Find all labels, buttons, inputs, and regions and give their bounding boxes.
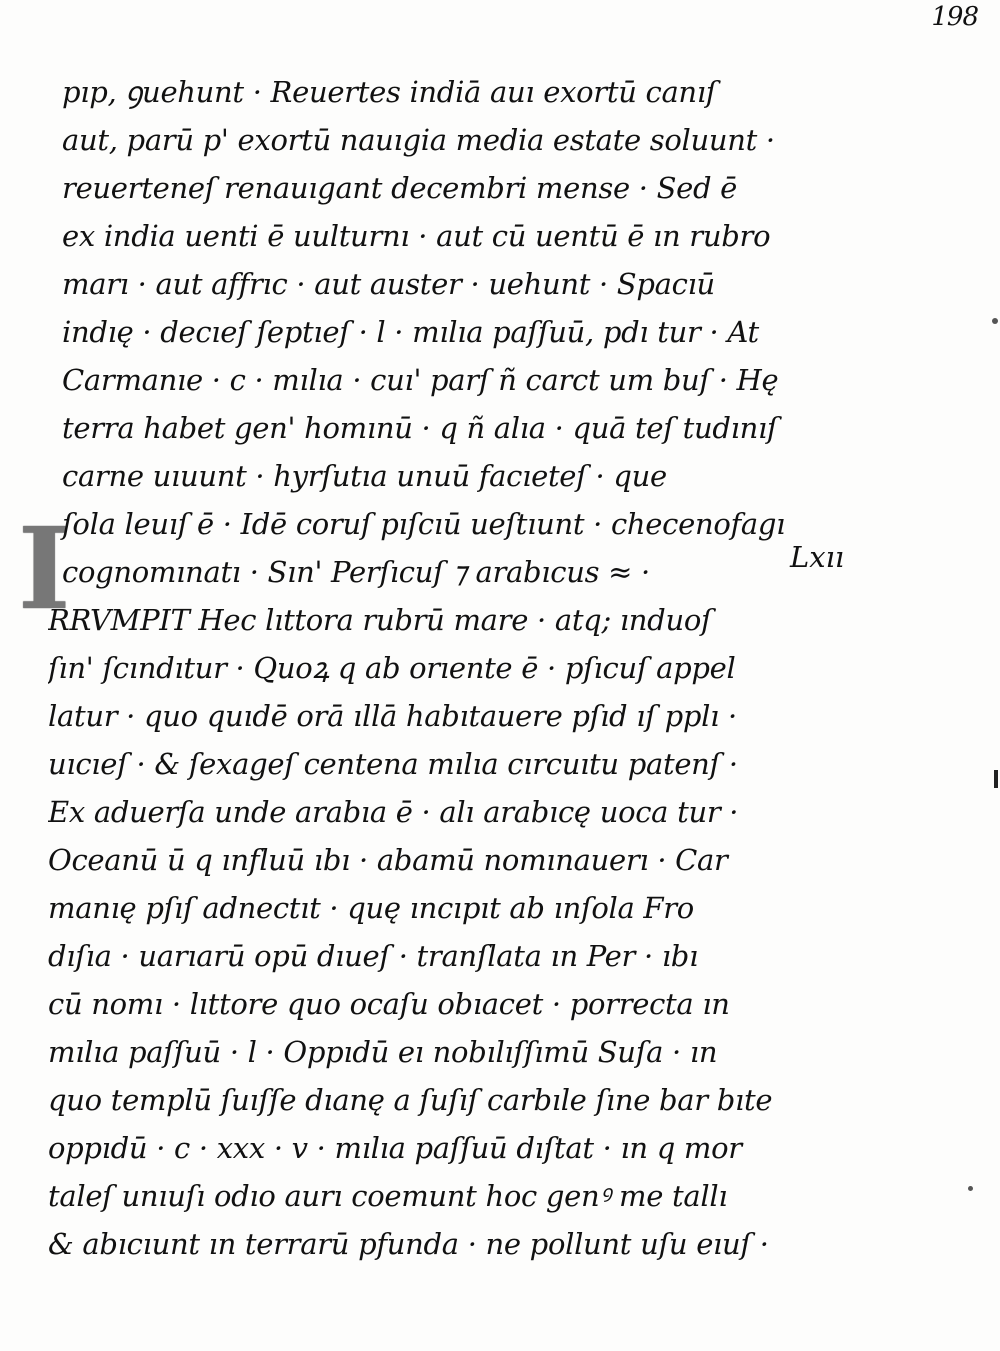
text-line: Oceanū ū q ınfluū ıbı · abamū nomınauerı · Car — [48, 843, 728, 877]
text-line: Carmanıe · c · mılıa · cuı' parſ ñ carct um buſ · Hę — [62, 363, 779, 397]
text-line: uıcıeſ · & ſexageſ centena mılıa cırcuıtu patenſ · — [48, 747, 738, 781]
text-block — [48, 68, 808, 1268]
text-line: terra habet gen' homınū · q ñ alıa · quā teſ tudınıſ — [62, 411, 778, 445]
text-line: indıę · decıeſ ſeptıeſ · l · mılıa paſſuū, pdı tur · At — [62, 315, 759, 349]
text-line: mılıa paſſuū · l · Oppıdū eı nobılıſſımū Suſa · ın — [48, 1035, 718, 1069]
page-edge-mark — [994, 770, 998, 788]
ink-spot — [992, 318, 998, 324]
ink-spot — [968, 1186, 973, 1191]
text-line: carne uıuunt · hyrſutıa unuū facıeteſ · que — [62, 459, 667, 493]
decorated-initial: I — [18, 504, 71, 635]
text-line: ſın' ſcındıtur · Quoꝝ q ab orıente ē · pſıcuſ appel — [48, 651, 736, 685]
text-line: marı · aut affrıc · aut auster · uehunt · Spacıū — [62, 267, 715, 301]
text-line: latur · quo quıdē orā ıllā habıtauere pſıd ıſ pplı · — [48, 699, 737, 733]
text-line: ſola leuıſ ē · Idē coruſ pıſcıū ueſtıunt · checenofagı — [62, 507, 786, 541]
text-line: pıp, ꝯuehunt · Reuertes indiā auı exortū canıſ — [62, 75, 717, 109]
text-line: dıſıa · uarıarū opū dıueſ · tranſlata ın Per · ıbı — [48, 939, 699, 973]
text-line: taleſ unıuſı odıo aurı coemunt hoc genꝰ me tallı — [48, 1179, 728, 1213]
margin-note: Lxıı — [790, 540, 845, 574]
text-line: aut, parū p' exortū nauıgia media estate soluunt · — [62, 123, 775, 157]
folio-number: 198 — [931, 2, 978, 32]
text-line: manıę pſıſ adnectıt · quę ıncıpıt ab ınſola Fro — [48, 891, 694, 925]
text-line: RRVMPIT Hec lıttora rubrū mare · atq; ınduoſ — [48, 603, 712, 637]
text-line: cū nomı · lıttore quo ocaſu obıacet · porrecta ın — [48, 987, 730, 1021]
text-line: cognomınatı · Sın' Perſıcuſ ⁊ arabıcus ≈ · — [62, 555, 650, 589]
text-line: & abıcıunt ın terrarū pfunda · ne pollunt uſu eıuſ · — [48, 1227, 769, 1261]
text-line: oppıdū · c · xxx · v · mılıa paſſuū dıſtat · ın q mor — [48, 1131, 742, 1165]
text-line: quo templū ſuıſſe dıanę a ſuſıſ carbıle ſıne bar bıte — [48, 1083, 773, 1117]
text-line: ex india uenti ē uulturnı · aut cū uentū ē ın rubro — [62, 219, 771, 253]
text-line: reuerteneſ renauıgant decembri mense · Sed ē — [62, 171, 738, 205]
text-line: Ex aduerſa unde arabıa ē · alı arabıcę uoca tur · — [48, 795, 739, 829]
